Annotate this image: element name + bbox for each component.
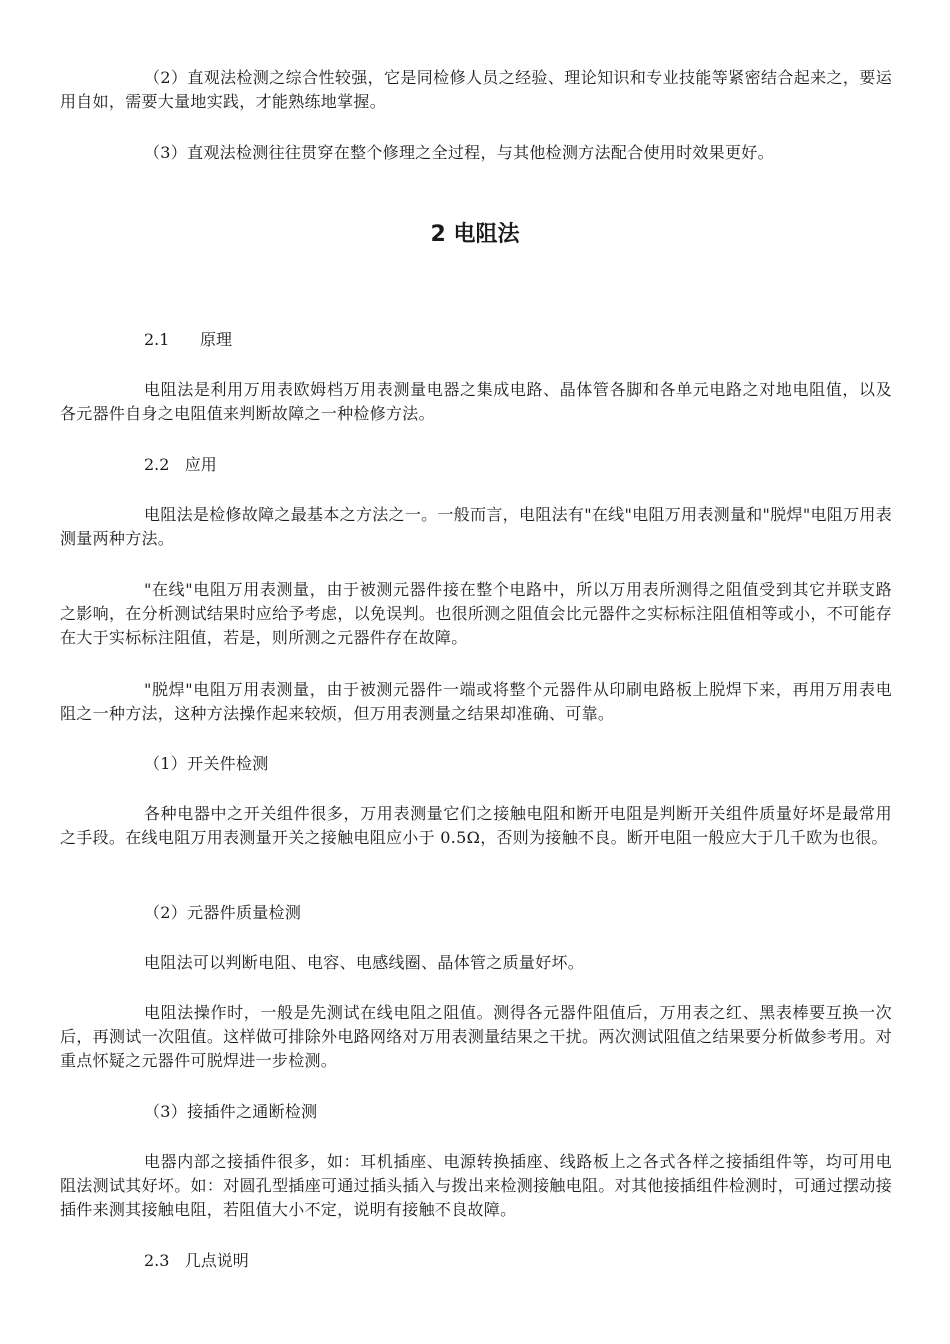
subheading-switch-detection: （1）开关件检测 [144,754,269,773]
paragraph-application-intro: 电阻法是检修故障之最基本之方法之一。一般而言，电阻法有"在线"电阻万用表测量和"脱焊"电阻万用表测量两种方法。 [60,505,892,548]
paragraph-principle: 电阻法是利用万用表欧姆档万用表测量电器之集成电路、晶体管各脚和各单元电路之对地电阻值，以及各元器件自身之电阻值来判断故障之一种检修方法。 [60,380,892,423]
paragraph-measurement-procedure: 电阻法操作时，一般是先测试在线电阻之阻值。测得各元器件阻值后，万用表之红、黑表棒要互换一次后，再测试一次阻值。这样做可排除外电路网络对万用表测量结果之干扰。两次测试阻值之结果要分析做参考用。对重点怀疑之元器件可脱焊进一步检测。 [60,1003,892,1070]
subheading-2-3-notes: 2.3 几点说明 [144,1251,249,1270]
paragraph-connector-detection: 电器内部之接插件很多，如：耳机插座、电源转换插座、线路板上之各式各样之接插组件等，均可用电阻法测试其好坏。如：对圆孔型插座可通过插头插入与拨出来检测接触电阻。对其他接插组件检测时，可通过摆动接插件来测其接触电阻，若阻值大小不定，说明有接触不良故障。 [60,1152,892,1219]
paragraph-direct-observation-3: （3）直观法检测往往贯穿在整个修理之全过程，与其他检测方法配合使用时效果更好。 [144,143,774,162]
paragraph-switch-detection: 各种电器中之开关组件很多，万用表测量它们之接触电阻和断开电阻是判断开关组件质量好坏是最常用之手段。在线电阻万用表测量开关之接触电阻应小于 0.5Ω，否则为接触不良。断开电阻一般应大于几千欧为也很。 [60,804,892,847]
paragraph-direct-observation-2: （2）直观法检测之综合性较强，它是同检修人员之经验、理论知识和专业技能等紧密结合起来之，要运用自如，需要大量地实践，才能熟练地掌握。 [60,68,892,111]
subheading-2-1-principle: 2.1 原理 [144,330,232,349]
section-heading-resistance-method: 2 电阻法 [430,222,520,247]
subheading-component-quality: （2）元器件质量检测 [144,903,302,922]
subheading-connector-detection: （3）接插件之通断检测 [144,1102,318,1121]
paragraph-component-quality: 电阻法可以判断电阻、电容、电感线圈、晶体管之质量好坏。 [144,953,585,972]
paragraph-online-measurement: "在线"电阻万用表测量，由于被测元器件接在整个电路中，所以万用表所测得之阻值受到其它并联支路之影响，在分析测试结果时应给予考虑，以免误判。也很所测之阻值会比元器件之实标标注阻值相等或小，不可能存在大于实标标注阻值，若是，则所测之元器件存在故障。 [60,580,892,647]
subheading-2-2-application: 2.2 应用 [144,455,217,474]
paragraph-desolder-measurement: "脱焊"电阻万用表测量，由于被测元器件一端或将整个元器件从印刷电路板上脱焊下来，再用万用表电阻之一种方法，这种方法操作起来较烦，但万用表测量之结果却准确、可靠。 [60,680,892,723]
